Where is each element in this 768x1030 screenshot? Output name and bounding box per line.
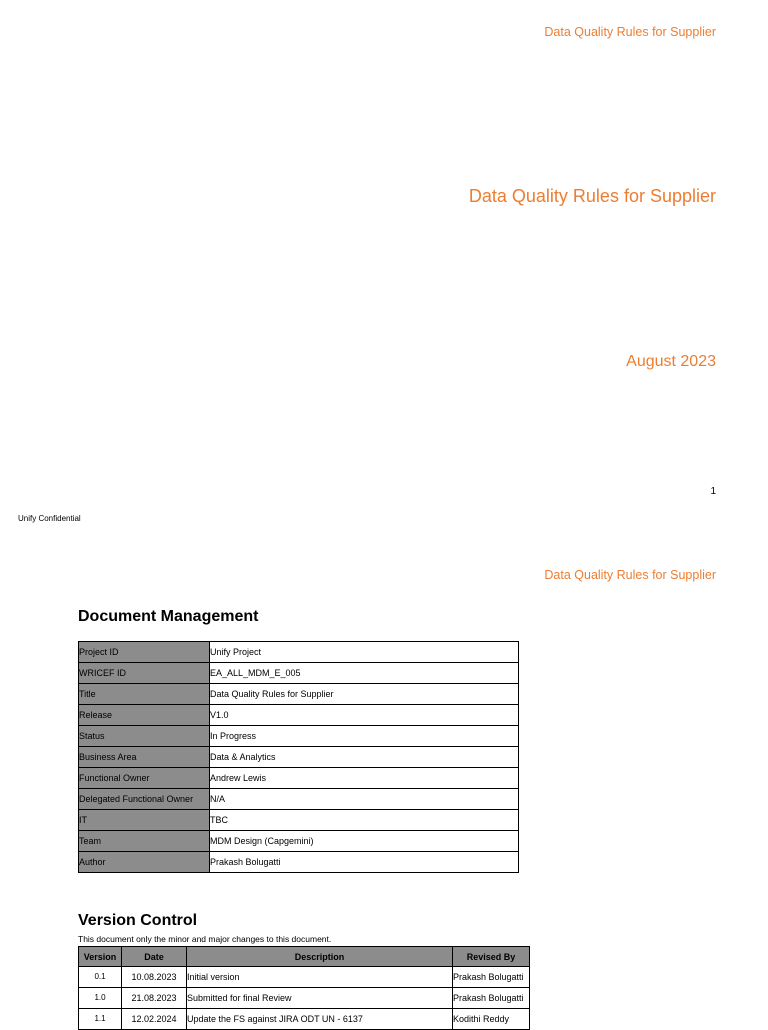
field-label: IT: [79, 810, 210, 831]
revised-by-cell: Prakash Bolugatti: [453, 967, 530, 988]
field-label: Status: [79, 726, 210, 747]
document-management-table: [78, 641, 519, 873]
column-header-date: Date: [122, 947, 187, 967]
revised-by-cell: Prakash Bolugatti: [453, 988, 530, 1009]
running-header: Data Quality Rules for Supplier: [544, 25, 716, 39]
column-header-description: Description: [187, 947, 453, 967]
version-cell: 0.1: [79, 967, 122, 988]
field-value: Prakash Bolugatti: [210, 852, 519, 873]
field-label: Team: [79, 831, 210, 852]
description-cell: Initial version: [187, 967, 453, 988]
field-label: WRICEF ID: [79, 663, 210, 684]
column-header-version: Version: [79, 947, 122, 967]
cover-title: Data Quality Rules for Supplier: [468, 186, 716, 206]
table-row: [79, 684, 519, 705]
field-value: In Progress: [210, 726, 519, 747]
document-management-heading: Document Management: [78, 608, 259, 625]
table-row: [79, 831, 519, 852]
table-row: [79, 726, 519, 747]
running-header: Data Quality Rules for Supplier: [544, 568, 716, 582]
table-row: [79, 705, 519, 726]
table-row: [79, 747, 519, 768]
field-label: Functional Owner: [79, 768, 210, 789]
table-row: [79, 768, 519, 789]
version-control-note: This document only the minor and major changes to this document.: [78, 934, 332, 944]
version-cell: 1.0: [79, 988, 122, 1009]
table-row: [79, 789, 519, 810]
column-header-revised-by: Revised By: [453, 947, 530, 967]
cover-date: August 2023: [626, 353, 716, 370]
table-row: [79, 852, 519, 873]
confidential-footer: Unify Confidential: [18, 514, 81, 523]
description-cell: Update the FS against JIRA ODT UN - 6137: [187, 1009, 453, 1030]
table-row: [79, 642, 519, 663]
field-value: N/A: [210, 789, 519, 810]
field-value: TBC: [210, 810, 519, 831]
field-value: Data & Analytics: [210, 747, 519, 768]
table-header-row: [79, 947, 530, 967]
version-control-table: [78, 946, 530, 1030]
table-row: [79, 663, 519, 684]
field-label: Delegated Functional Owner: [79, 789, 210, 810]
field-label: Release: [79, 705, 210, 726]
table-row: [79, 967, 530, 988]
date-cell: 12.02.2024: [122, 1009, 187, 1030]
table-row: [79, 988, 530, 1009]
field-label: Business Area: [79, 747, 210, 768]
field-value: MDM Design (Capgemini): [210, 831, 519, 852]
page-number: 1: [710, 486, 716, 497]
field-label: Title: [79, 684, 210, 705]
field-value: EA_ALL_MDM_E_005: [210, 663, 519, 684]
table-row: [79, 810, 519, 831]
field-value: Andrew Lewis: [210, 768, 519, 789]
revised-by-cell: Kodithi Reddy: [453, 1009, 530, 1030]
version-cell: 1.1: [79, 1009, 122, 1030]
version-control-heading: Version Control: [78, 912, 198, 929]
table-row: [79, 1009, 530, 1030]
field-value: V1.0: [210, 705, 519, 726]
field-label: Author: [79, 852, 210, 873]
date-cell: 21.08.2023: [122, 988, 187, 1009]
description-cell: Submitted for final Review: [187, 988, 453, 1009]
date-cell: 10.08.2023: [122, 967, 187, 988]
field-value: Unify Project: [210, 642, 519, 663]
field-label: Project ID: [79, 642, 210, 663]
field-value: Data Quality Rules for Supplier: [210, 684, 519, 705]
